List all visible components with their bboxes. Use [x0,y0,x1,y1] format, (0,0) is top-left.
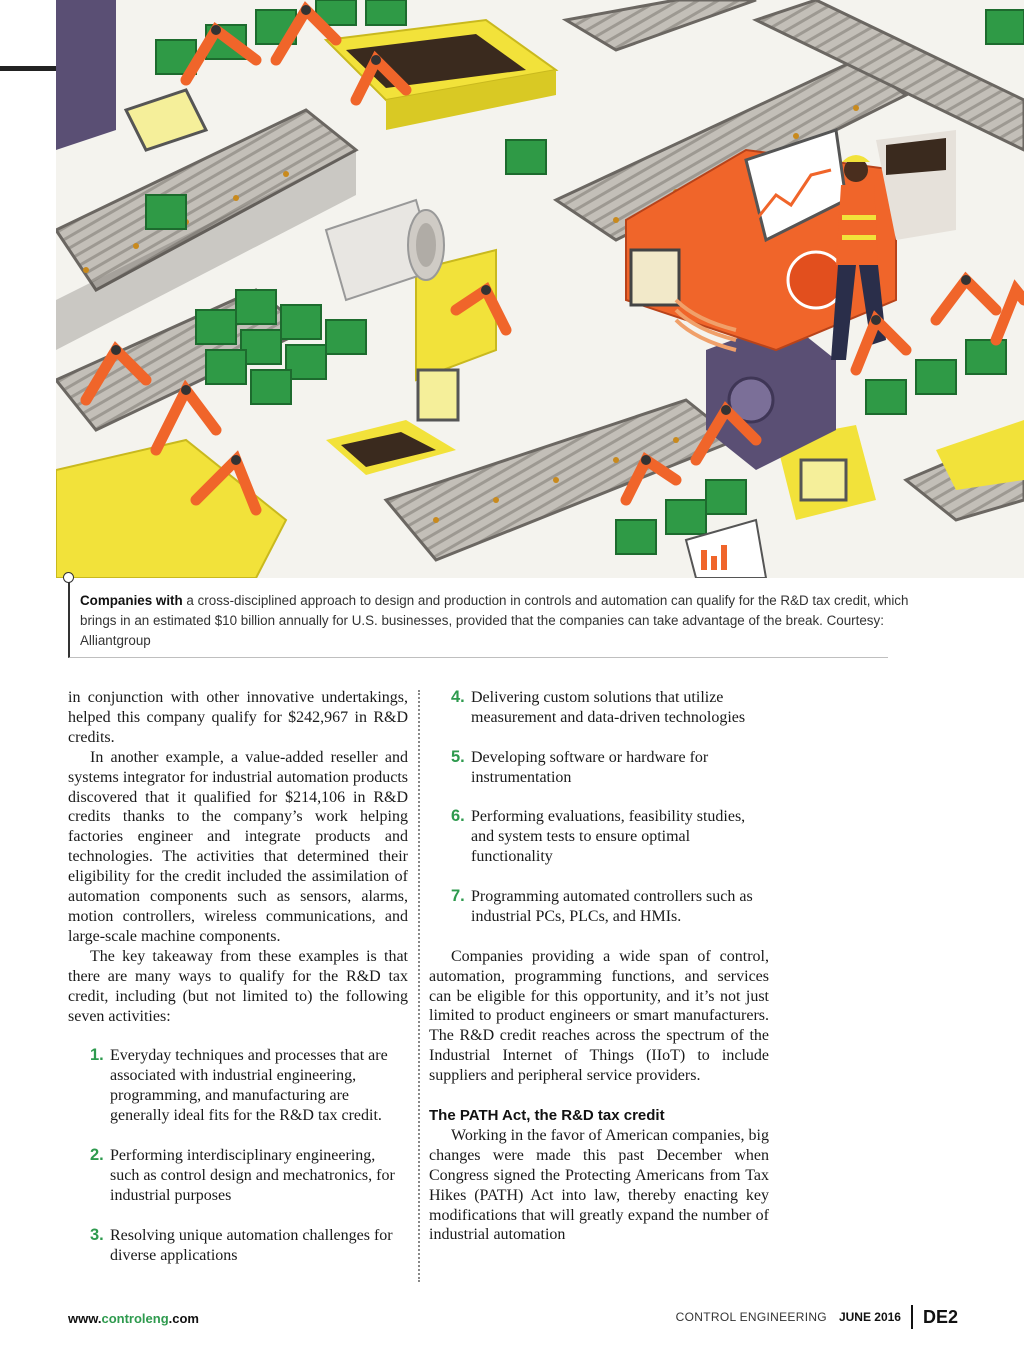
list-text: Developing software or hardware for instrumentation [471,748,709,786]
body-paragraph: The key takeaway from these examples is that there are many ways to qualify for the R&D tax credit, including (but not limited to) the following seven activities: [68,947,408,1025]
footer-folio [676,1305,958,1329]
list-item [451,688,769,728]
list-item [90,1226,408,1266]
caption-marker [63,572,74,583]
list-text: Programming automated controllers such as industrial PCs, PLCs, and HMIs. [471,888,753,925]
list-item [451,887,769,927]
list-number: 7. [451,887,465,906]
list-text: Resolving unique automation challenges for diverse applications [110,1226,393,1264]
right-column [429,688,769,1245]
activity-list [90,1046,408,1265]
activity-list [451,688,769,927]
figure-caption [80,591,915,651]
list-text: Performing evaluations, feasibility studies, and system tests to ensure optimal functionality [471,808,746,866]
footer-separator [911,1305,913,1329]
url-highlight: controleng [101,1311,169,1326]
caption-text: a cross-disciplined approach to design and production in controls and automation can qualify for the R&D tax credit, which brings in an estimated $10 billion annually for U.S. businesses, provided that the companies can take advantage of the break. Courtesy: Alliantgroup [80,593,909,648]
column-divider [418,690,420,1282]
section-subhead: The PATH Act, the R&D tax credit [429,1106,665,1124]
list-number: 4. [451,688,465,706]
list-item [90,1046,408,1126]
list-item [451,748,769,788]
list-item [451,807,769,867]
body-paragraph: in conjunction with other innovative undertakings, helped this company qualify for $242,967 in R&D credits. [68,689,408,746]
list-item [90,1146,408,1206]
url-suffix: .com [168,1311,199,1326]
body-paragraph: Working in the favor of American companies, big changes were made this past December when Congress signed the Protecting Americans from Tax Hikes (PATH) Act into law, thereby enacting key modifications that will greatly expand the number of industrial automation [429,1126,769,1244]
issue-date: JUNE 2016 [838,1310,901,1324]
caption-lead: Companies with [80,593,183,608]
list-number: 3. [90,1225,104,1244]
list-text: Everyday techniques and processes that are associated with industrial engineering, programming, and manufacturing are generally ideal fits for the R&D tax credit. [110,1047,388,1125]
footer-website-link[interactable] [68,1311,199,1326]
list-number: 6. [451,807,465,826]
list-number: 5. [451,747,465,766]
page-number: DE2 [922,1306,958,1327]
url-prefix: www. [68,1311,102,1326]
list-text: Performing interdisciplinary engineering, such as control design and mechatronics, for industrial purposes [110,1147,395,1204]
left-column [68,688,408,1286]
list-number: 2. [90,1146,104,1165]
factory-illustration [56,0,1024,578]
body-paragraph: In another example, a value-added reseller and systems integrator for industrial automation products discovered that it qualified for $214,106 in R&D credits thanks to the company’s work helping factories engineer and integrate products and technologies. The activities that determined their eligibility for the credit included the assimilation of automation components such as sensors, alarms, motion controllers, wireless communications, and large-scale machine components. [68,748,408,945]
section-tab-bar [0,66,56,71]
body-paragraph: Companies providing a wide span of control, automation, programming functions, and services can be eligible for this opportunity, and it’s not just limited to product engineers or smart manufacturers. The R&D credit reaches across the spectrum of the Industrial Internet of Things (IIoT) to include suppliers and peripheral service providers. [429,947,769,1085]
list-number: 1. [90,1046,104,1065]
magazine-name: CONTROL ENGINEERING [675,1310,827,1324]
list-text: Delivering custom solutions that utilize measurement and data-driven technologies [471,689,746,726]
